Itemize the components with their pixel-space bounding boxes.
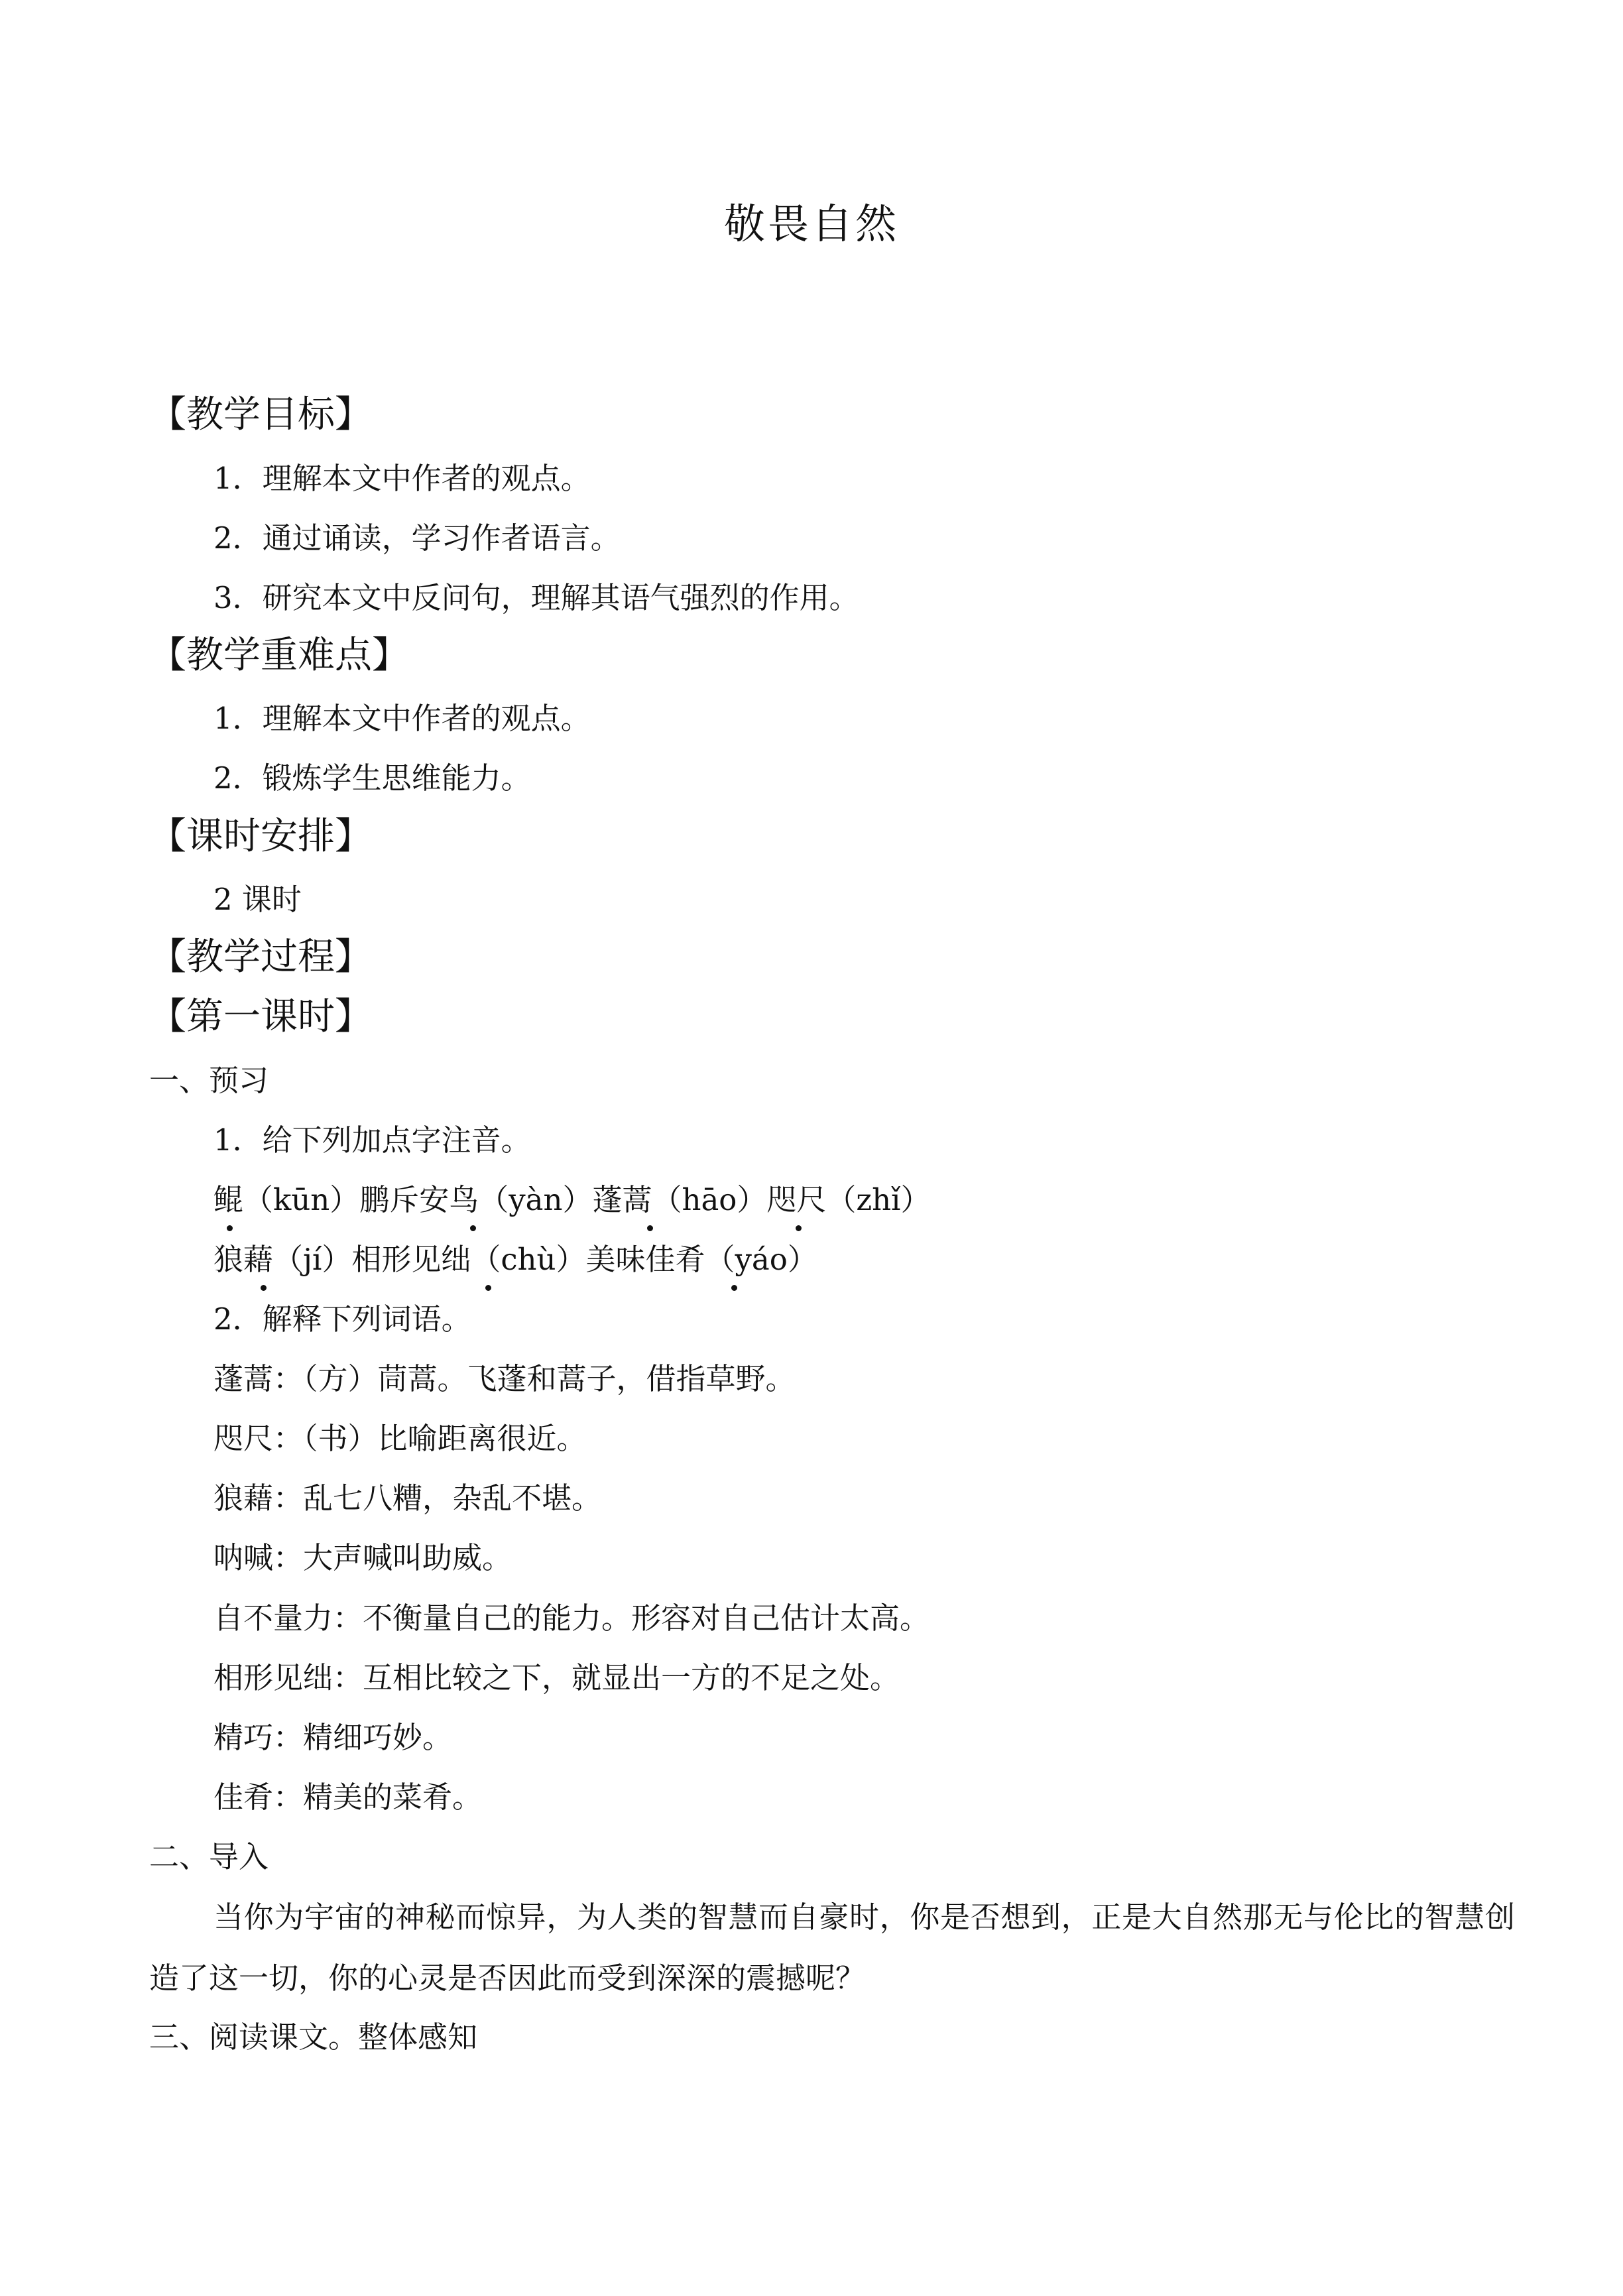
heading-schedule: 【课时安排】 xyxy=(149,815,372,858)
heading-intro: 二、导入 xyxy=(149,1839,269,1874)
key-point-item: 1．理解本文中作者的观点。 xyxy=(213,701,591,736)
heading-reading: 三、阅读课文。整体感知 xyxy=(149,2020,478,2055)
pinyin-line-1: 鲲（kūn）鹏斥安鸟（yàn）蓬蒿（hāo）咫尺（zhǐ） xyxy=(213,1182,931,1217)
emphasis-dot xyxy=(485,1285,491,1291)
objective-item: 3．研究本文中反问句，理解其语气强烈的作用。 xyxy=(213,580,859,615)
emphasis-dot xyxy=(470,1225,476,1231)
definition-item: 呐喊：大声喊叫助威。 xyxy=(213,1540,512,1575)
definition-item: 精巧：精细巧妙。 xyxy=(213,1720,453,1755)
objective-item: 1．理解本文中作者的观点。 xyxy=(213,461,591,496)
definition-item: 相形见绌：互相比较之下，就显出一方的不足之处。 xyxy=(213,1660,900,1695)
emphasis-dot xyxy=(796,1225,802,1231)
definition-item: 咫尺：（书）比喻距离很近。 xyxy=(213,1421,587,1456)
preview-task-1: 1．给下列加点字注音。 xyxy=(213,1122,531,1158)
definition-item: 自不量力：不衡量自己的能力。形容对自己估计太高。 xyxy=(213,1601,930,1636)
document-title: 敬畏自然 xyxy=(723,200,899,248)
heading-process: 【教学过程】 xyxy=(149,936,372,979)
definition-item: 佳肴：精美的菜肴。 xyxy=(213,1780,483,1815)
pinyin-line-2: 狼藉（jí）相形见绌（chù）美味佳肴（yáo） xyxy=(213,1242,817,1277)
emphasis-dot xyxy=(647,1225,653,1231)
schedule-text: 2 课时 xyxy=(213,882,302,917)
heading-preview: 一、预习 xyxy=(149,1063,269,1098)
key-point-item: 2．锻炼学生思维能力。 xyxy=(213,760,531,796)
preview-task-2: 2．解释下列词语。 xyxy=(213,1301,471,1337)
emphasis-dot xyxy=(227,1225,233,1231)
definition-item: 狼藉：乱七八糟，杂乱不堪。 xyxy=(213,1480,602,1516)
definition-item: 蓬蒿：（方）茼蒿。飞蓬和蒿子，借指草野。 xyxy=(213,1361,796,1396)
emphasis-dot xyxy=(731,1285,737,1291)
heading-key-points: 【教学重难点】 xyxy=(149,634,409,677)
intro-paragraph: 当你为宇宙的神秘而惊异，为人类的智慧而自豪时，你是否想到，正是大自然那无与伦比的智慧创造了这一切，你的心灵是否因此而受到深深的震撼呢？ xyxy=(149,1900,1515,1996)
emphasis-dot xyxy=(261,1285,267,1291)
objective-item: 2．通过诵读，学习作者语言。 xyxy=(213,520,621,556)
heading-objectives: 【教学目标】 xyxy=(149,393,372,436)
heading-first-lesson: 【第一课时】 xyxy=(149,995,372,1038)
